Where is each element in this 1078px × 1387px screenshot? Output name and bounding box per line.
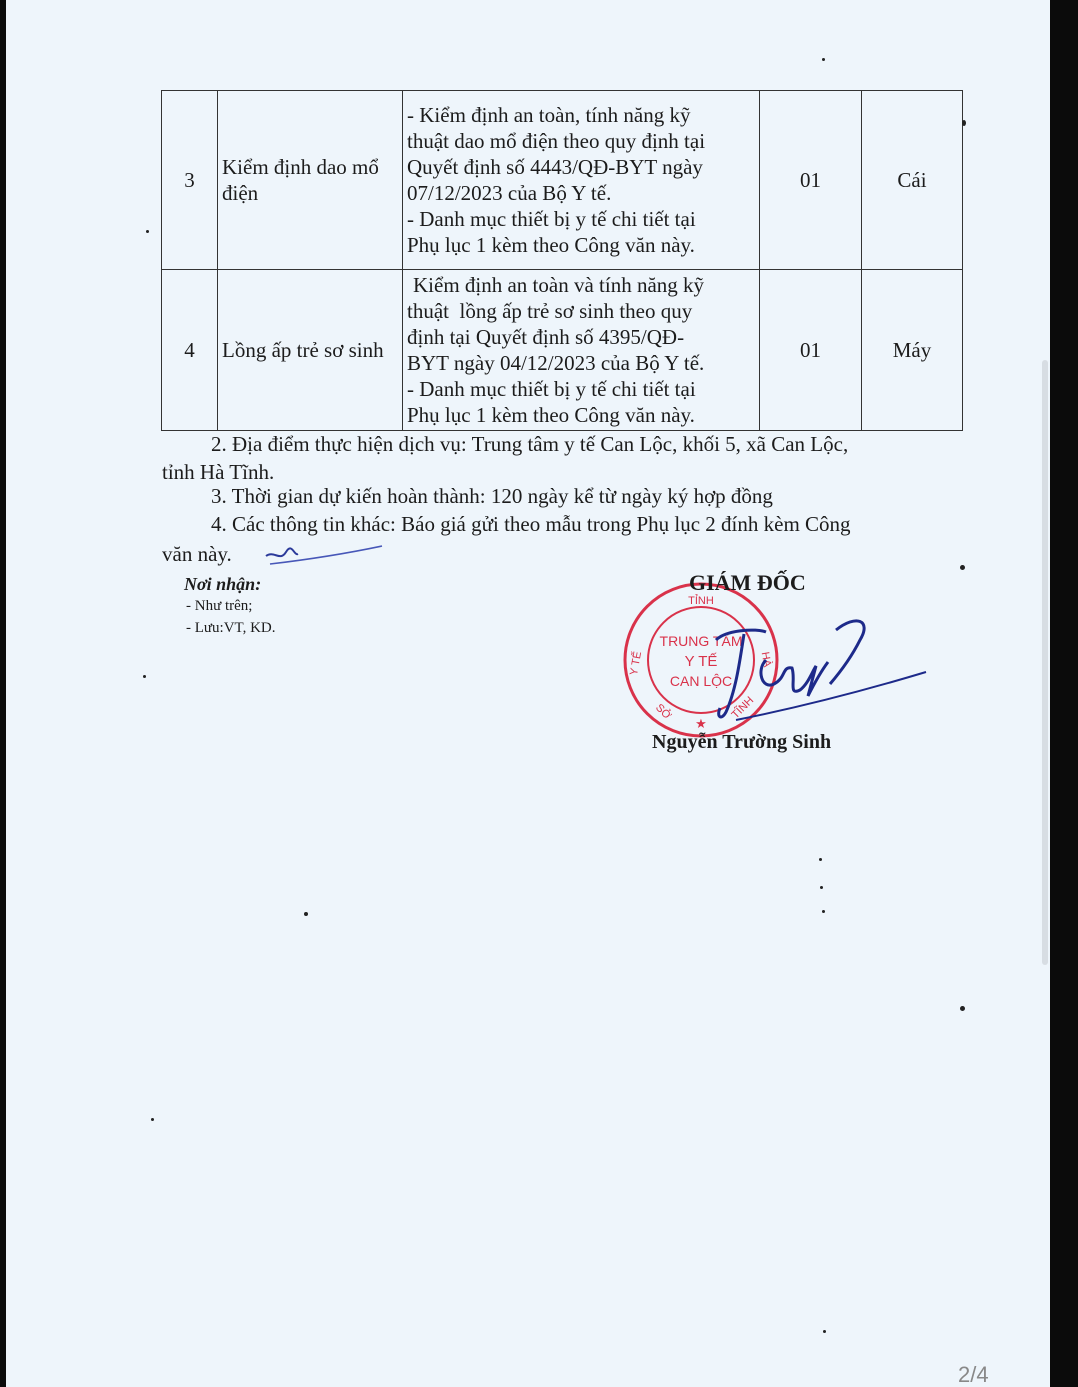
paragraph-location-cont: tỉnh Hà Tĩnh. [162, 460, 275, 484]
services-table [161, 90, 963, 431]
table-row [162, 91, 963, 270]
scan-speck [822, 58, 825, 61]
handwritten-signature [696, 600, 936, 750]
svg-text:★: ★ [695, 716, 707, 731]
signer-title: GIÁM ĐỐC [689, 570, 806, 595]
svg-text:TĨNH: TĨNH [729, 694, 757, 722]
desc-line: - Kiểm định an toàn, tính năng kỹ [407, 103, 691, 127]
service-description [403, 91, 760, 270]
svg-text:HÀ: HÀ [758, 650, 774, 669]
desc-line: thuật dao mổ điện theo quy định tại [407, 129, 706, 153]
desc-line: Kiểm định an toàn và tính năng kỹ [413, 273, 705, 297]
unit: Cái [862, 91, 963, 270]
desc-line: định tại Quyết định số 4395/QĐ- [407, 325, 685, 349]
scan-speck [960, 1006, 965, 1011]
quantity: 01 [760, 91, 862, 270]
scan-speck [823, 1330, 826, 1333]
paragraph-duration: 3. Thời gian dự kiến hoàn thành: 120 ngày kể từ ngày ký hợp đồng [211, 484, 773, 508]
initials-scribble [264, 540, 384, 570]
scan-speck [304, 912, 308, 916]
desc-line: Phụ lục 1 kèm theo Công văn này. [407, 403, 695, 427]
row-number: 3 [162, 91, 218, 270]
svg-text:CAN LỘC: CAN LỘC [669, 673, 733, 689]
desc-line: thuật lồng ấp trẻ sơ sinh theo quy [407, 299, 693, 323]
desc-line: 07/12/2023 của Bộ Y tế. [407, 181, 612, 205]
desc-line: - Danh mục thiết bị y tế chi tiết tại [407, 377, 696, 401]
table-row [162, 270, 963, 431]
recipient-item: - Như trên; [186, 598, 253, 614]
signer-name: Nguyễn Trường Sinh [652, 731, 832, 753]
desc-line: Phụ lục 1 kèm theo Công văn này. [407, 233, 695, 257]
svg-text:Y TẾ: Y TẾ [684, 653, 718, 670]
unit: Máy [862, 270, 963, 431]
svg-text:Y TẾ: Y TẾ [628, 650, 645, 677]
scan-speck [151, 1118, 154, 1121]
recipient-item: - Lưu:VT, KD. [186, 620, 276, 636]
scan-speck [146, 230, 149, 233]
paragraph-location: 2. Địa điểm thực hiện dịch vụ: Trung tâm y tế Can Lộc, khối 5, xã Can Lộc, [211, 432, 849, 456]
scan-speck [962, 120, 966, 126]
paragraph-other-info: 4. Các thông tin khác: Báo giá gửi theo mẫu trong Phụ lục 2 đính kèm Công [211, 512, 851, 536]
desc-line: BYT ngày 04/12/2023 của Bộ Y tế. [407, 351, 705, 375]
desc-line: - Danh mục thiết bị y tế chi tiết tại [407, 207, 696, 231]
scroll-indicator[interactable] [1042, 360, 1048, 965]
scan-speck [960, 565, 965, 570]
document-page [6, 0, 1050, 1387]
service-name: Lồng ấp trẻ sơ sinh [218, 270, 403, 431]
scan-speck [819, 858, 822, 861]
svg-text:SỞ: SỞ [652, 701, 674, 723]
quantity: 01 [760, 270, 862, 431]
recipients-title: Nơi nhận: [184, 574, 262, 594]
svg-text:TRUNG TÂM: TRUNG TÂM [659, 633, 743, 649]
page-number: 2/4 [958, 1362, 989, 1387]
service-name: Kiểm định dao mổ điện [218, 91, 403, 270]
desc-line: Quyết định số 4443/QĐ-BYT ngày [407, 155, 703, 179]
service-description [403, 270, 760, 431]
scan-speck [822, 910, 825, 913]
paragraph-other-info-cont: văn này. [162, 542, 232, 566]
row-number: 4 [162, 270, 218, 431]
svg-text:TỈNH: TỈNH [688, 595, 714, 607]
scan-speck [820, 886, 823, 889]
scan-speck [143, 675, 146, 678]
